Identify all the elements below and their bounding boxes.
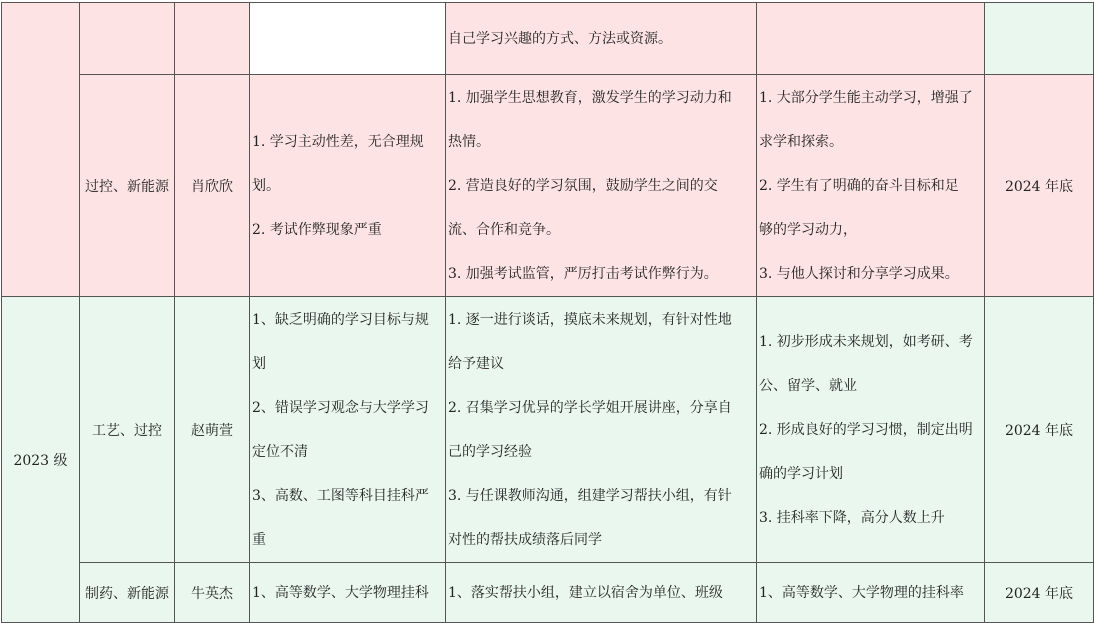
problems-cell [250, 297, 446, 563]
deadline-cell: 2024 年底 [985, 75, 1094, 297]
major-cell: 工艺、过控 [80, 297, 175, 563]
measure-line: 3. 加强考试监管，严厉打击考试作弊行为。 [448, 265, 718, 282]
result-line: 1. 大部分学生能主动学习，增强了 [759, 89, 973, 106]
measure-line: 1. 加强学生思想教育，激发学生的学习动力和 [448, 89, 732, 106]
measure-line: 给予建议 [448, 355, 504, 372]
deadline-cell: 2024 年底 [985, 297, 1094, 563]
results-cell [757, 297, 985, 563]
measure-line: 流、合作和竞争。 [448, 221, 560, 238]
measure-line: 2. 营造良好的学习氛围，鼓励学生之间的交 [448, 177, 718, 194]
problem-line: 1. 学习主动性差，无合理规 [252, 133, 424, 150]
name-cell: 赵萌萱 [175, 297, 250, 563]
result-line: 2. 形成良好的学习习惯，制定出明 [759, 421, 973, 438]
problem-line: 3、高数、工图等科目挂科严 [252, 487, 429, 504]
measure-line: 1. 逐一进行谈话，摸底未来规划，有针对性地 [448, 311, 732, 328]
measures-cell [446, 75, 757, 297]
name-cell [175, 3, 250, 75]
result-line: 确的学习计划 [759, 465, 843, 482]
grade-cell [2, 3, 80, 297]
measure-line: 3. 与任课教师沟通，组建学习帮扶小组，有针 [448, 487, 732, 504]
result-line: 公、留学、就业 [759, 377, 857, 394]
problem-line: 定位不清 [252, 443, 308, 460]
name-cell: 肖欣欣 [175, 75, 250, 297]
measure-line: 自己学习兴趣的方式、方法或资源。 [448, 30, 672, 47]
measure-line: 2. 召集学习优异的学长学姐开展讲座，分享自 [448, 399, 732, 416]
measures-cell [446, 563, 757, 623]
grade-cell: 2023 级 [2, 297, 80, 623]
problem-line: 划。 [252, 177, 280, 194]
measure-line: 1、落实帮扶小组，建立以宿舍为单位、班级 [448, 584, 723, 601]
problems-cell [250, 75, 446, 297]
measure-line: 己的学习经验 [448, 443, 532, 460]
result-line: 2. 学生有了明确的奋斗目标和足 [759, 177, 959, 194]
measure-line: 对性的帮扶成绩落后同学 [448, 531, 602, 548]
table-row [2, 3, 1094, 75]
measure-line: 热情。 [448, 133, 490, 150]
results-cell [757, 75, 985, 297]
results-cell [757, 3, 985, 75]
major-cell [80, 3, 175, 75]
problem-line: 划 [252, 355, 266, 372]
name-cell: 牛英杰 [175, 563, 250, 623]
major-cell: 过控、新能源 [80, 75, 175, 297]
problem-line: 1、高等数学、大学物理挂科 [252, 584, 429, 601]
measures-cell [446, 3, 757, 75]
table-row [2, 75, 1094, 297]
result-line: 1、高等数学、大学物理的挂科率 [759, 584, 964, 601]
result-line: 3. 与他人探讨和分享学习成果。 [759, 265, 959, 282]
major-cell: 制药、新能源 [80, 563, 175, 623]
deadline-cell: 2024 年底 [985, 563, 1094, 623]
problems-cell [250, 3, 446, 75]
problems-cell [250, 563, 446, 623]
table-row [2, 563, 1094, 623]
measures-cell [446, 297, 757, 563]
problem-line: 2、错误学习观念与大学学习 [252, 399, 429, 416]
problem-line: 重 [252, 531, 266, 548]
problem-line: 2. 考试作弊现象严重 [252, 221, 382, 238]
problem-line: 1、缺乏明确的学习目标与规 [252, 311, 429, 328]
table-row [2, 297, 1094, 563]
result-line: 1. 初步形成未来规划，如考研、考 [759, 333, 973, 350]
result-line: 够的学习动力， [759, 221, 857, 238]
results-cell [757, 563, 985, 623]
result-line: 3. 挂科率下降，高分人数上升 [759, 509, 945, 526]
student-study-plan-table [1, 2, 1094, 623]
deadline-cell [985, 3, 1094, 75]
result-line: 求学和探索。 [759, 133, 843, 150]
